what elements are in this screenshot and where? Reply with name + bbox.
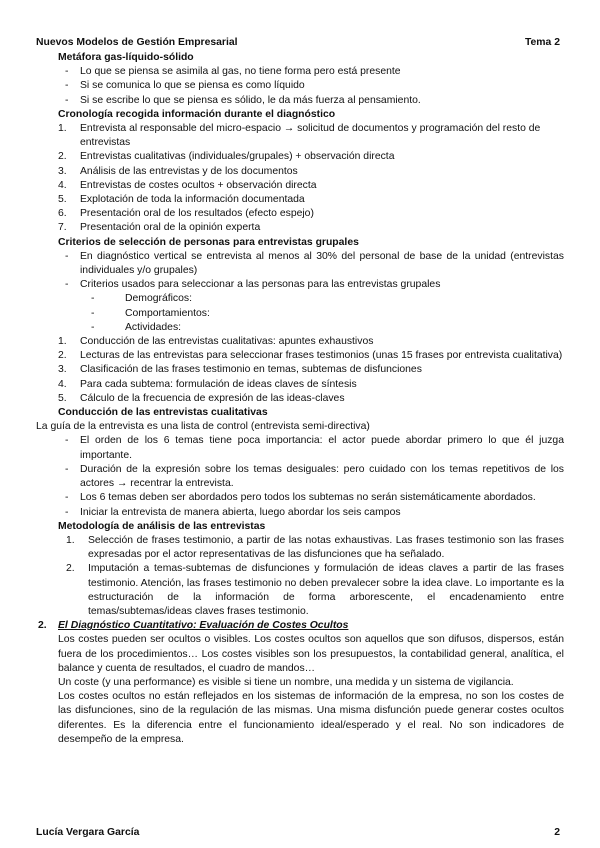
paragraph: Los costes pueden ser ocultos o visibles. Los costes ocultos son aquellos que son difusos, dispersos, están fuera de los procedimientos… Los costes visibles son los presupuestos, la contabilidad general, analítica, el balance y cuenta de resultados, el cuadro de mandos… xyxy=(58,634,564,674)
heading-cronologia: Cronología recogida información durante el diagnóstico xyxy=(58,108,336,120)
list-item: 2. Entrevistas cualitativas (individuales/grupales) + observación directa xyxy=(58,151,395,163)
paragraph: Los costes ocultos no están reflejados en los sistemas de información de la empresa, no son los costes de las disfunciones, sino de la regulación de las mismas. Una misma disfunción puede generar costes ocultos diferentes. Es la diferencia entre el funcionamiento ideal/esperado y el real. No son indicadores de desempeño de la empresa. xyxy=(58,691,564,745)
list-item: - Los 6 temas deben ser abordados pero todos los subtemas no serán sistemáticamente abordados. xyxy=(65,492,536,504)
section-title: El Diagnóstico Cuantitativo: Evaluación de Costes Ocultos xyxy=(58,620,349,632)
list-item: 2. Imputación a temas-subtemas de disfunciones y formulación de ideas claves a partir de las frases testimonio. Atención, las frases testimonio no deben prevalecer sobre la idea clave. Lo importante es la estructuración de la información de forma arborescente, el encadenamiento entre temas/subtemas/ideas claves frases testimonio. xyxy=(66,563,564,617)
heading-metodologia: Metodología de análisis de las entrevistas xyxy=(58,520,266,532)
header-topic: Tema 2 xyxy=(524,37,560,48)
list-item: 3. Análisis de las entrevistas y de los documentos xyxy=(58,165,298,177)
list-item: - Lo que se piensa se asimila al gas, no tiene forma pero está presente xyxy=(65,66,401,78)
list-item: 3. Clasificación de las frases testimonio en temas, subtemas de disfunciones xyxy=(58,364,422,376)
list-item: - Si se escribe lo que se piensa es sólido, le da más fuerza al pensamiento. xyxy=(65,94,421,106)
list-item: - En diagnóstico vertical se entrevista al menos al 30% del personal de base de la unidad (entrevistas individuales y/o grupales) xyxy=(65,250,564,277)
list-item: 1. Selección de frases testimonio, a partir de las notas exhaustivas. Las frases testimonio son las frases expresadas por el actor representativas de las disfunciones que ha señalado. xyxy=(66,534,564,561)
list-item: - El orden de los 6 temas tiene poca importancia: el actor puede abordar primero lo que él juzga importante. xyxy=(65,435,564,461)
page-content xyxy=(36,51,564,747)
list-item: 4. Para cada subtema: formulación de ideas claves de síntesis xyxy=(58,378,357,390)
list-item: - Duración de la expresión sobre los temas desiguales: pero cuidado con los temas repetitivos de los actores → recentrar la entrevista. xyxy=(65,463,564,490)
list-item: 1. Entrevista al responsable del micro-espacio → solicitud de documentos y programación del resto de entrevistas xyxy=(58,123,541,149)
heading-conduccion: Conducción de las entrevistas cualitativas xyxy=(58,407,268,419)
section-heading: 2. El Diagnóstico Cuantitativo: Evaluación de Costes Ocultos xyxy=(38,620,349,632)
list-item: 4. Entrevistas de costes ocultos + observación directa xyxy=(58,179,317,191)
list-item: 5. Cálculo de la frecuencia de expresión de las ideas-claves xyxy=(58,392,345,404)
list-item: 1. Conducción de las entrevistas cualitativas: apuntes exhaustivos xyxy=(58,336,374,348)
list-item: 5. Explotación de toda la información documentada xyxy=(58,194,305,206)
page-number: 2 xyxy=(554,827,560,838)
list-item: - Si se comunica lo que se piensa es como líquido xyxy=(65,80,305,92)
paragraph: Un coste (y una performance) es visible si tiene un nombre, una medida y un sistema de vigilancia. xyxy=(58,676,514,688)
sub-list-item: - Actividades: xyxy=(91,321,182,333)
list-item: - Criterios usados para seleccionar a las personas para las entrevistas grupales xyxy=(65,279,441,291)
header-course-title: Nuevos Modelos de Gestión Empresarial xyxy=(36,37,238,48)
list-item: 2. Lecturas de las entrevistas para seleccionar frases testimonios (unas 15 frases por entrevista cualitativa) xyxy=(58,350,563,362)
sub-list-item: - Comportamientos: xyxy=(91,307,210,319)
paragraph: La guía de la entrevista es una lista de control (entrevista semi-directiva) xyxy=(36,421,370,433)
list-item: - Iniciar la entrevista de manera abierta, luego abordar los seis campos xyxy=(65,506,401,518)
heading-criterios: Criterios de selección de personas para entrevistas grupales xyxy=(58,236,359,248)
footer-author: Lucía Vergara García xyxy=(36,827,140,838)
sub-list-item: - Demográficos: xyxy=(91,293,192,305)
heading-metafora: Metáfora gas-líquido-sólido xyxy=(58,52,194,63)
page-footer xyxy=(36,826,564,840)
page-header xyxy=(36,36,564,50)
list-item: 6. Presentación oral de los resultados (efecto espejo) xyxy=(58,208,314,220)
list-item: 7. Presentación oral de la opinión experta xyxy=(58,222,261,234)
